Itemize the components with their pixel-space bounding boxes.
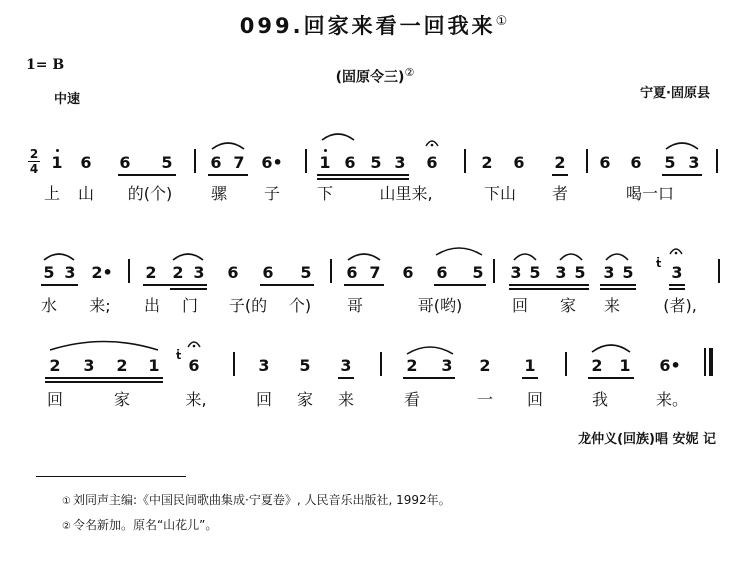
subtitle-footnote-mark: ②: [404, 66, 415, 79]
lyric: 者: [551, 184, 569, 203]
note: 2: [554, 153, 566, 172]
note: 2: [145, 263, 157, 282]
note: 1: [319, 153, 331, 172]
note: 3: [510, 263, 522, 282]
barline: [305, 149, 307, 173]
note: 3: [394, 153, 406, 172]
sixteenth-beam: [509, 288, 589, 290]
fermata: [668, 246, 684, 256]
lyric: 家: [113, 390, 131, 409]
region-label: 宁夏·固原县: [640, 86, 710, 101]
note: 6: [436, 263, 448, 282]
fermata: [186, 339, 202, 349]
performer-credit: 龙仲义(回族)唱 安妮 记: [578, 432, 716, 447]
eighth-beam: [208, 174, 248, 176]
slur: [434, 244, 484, 256]
time-signature-top: 2: [29, 147, 39, 161]
note: 2: [49, 356, 61, 375]
lyric: 回: [255, 390, 273, 409]
slur: [42, 251, 76, 261]
eighth-beam: [434, 284, 486, 286]
barline: [330, 259, 332, 283]
final-barline-thin: [704, 348, 706, 376]
barline: [194, 149, 196, 173]
barline: [716, 149, 718, 173]
note: 5: [300, 263, 312, 282]
lyric: 来;: [89, 296, 111, 315]
note: 3: [688, 153, 700, 172]
lyric: 子: [263, 184, 281, 203]
footnote-1: ① 刘同声主编:《中国民间歌曲集成·宁夏卷》, 人民音乐出版社, 1992年。: [62, 493, 451, 507]
lyric: 水: [40, 296, 58, 315]
slur: [346, 251, 382, 261]
high-octave-dot: [324, 149, 327, 152]
eighth-beam: [143, 284, 207, 286]
lyric: 回: [511, 296, 529, 315]
lyric: 喝一口: [625, 184, 675, 203]
note: 1: [148, 356, 160, 375]
note: 2: [172, 263, 184, 282]
eighth-beam: [260, 284, 314, 286]
note: 3: [340, 356, 352, 375]
note: 6: [344, 153, 356, 172]
eighth-beam: [45, 377, 163, 379]
note: 2: [406, 356, 418, 375]
eighth-beam: [403, 377, 455, 379]
eighth-beam: [662, 174, 702, 176]
slur: [171, 251, 205, 261]
tempo-marking: 中速: [54, 92, 81, 107]
lyric: 下: [316, 184, 334, 203]
footnote-divider: [36, 476, 186, 477]
lyric: 出: [143, 296, 161, 315]
note: 6: [262, 263, 274, 282]
barline: [464, 149, 466, 173]
lyric: 山里来,: [379, 184, 433, 203]
note: 6: [513, 153, 525, 172]
eighth-beam: [338, 377, 354, 379]
note: 2: [481, 153, 493, 172]
subtitle: (固原令三)②: [335, 66, 415, 86]
note: 5: [161, 153, 173, 172]
eighth-beam: [552, 174, 568, 176]
barline: [586, 149, 588, 173]
barline: [128, 259, 130, 283]
lyric: (者),: [663, 296, 697, 315]
note: 2•: [91, 263, 113, 282]
note: 5: [574, 263, 586, 282]
slur: [210, 140, 246, 150]
lyric: 看: [403, 390, 421, 409]
lyric: 来,: [185, 390, 207, 409]
lyric: 回: [46, 390, 64, 409]
note: 6: [80, 153, 92, 172]
note: 6: [346, 263, 358, 282]
note: 5: [529, 263, 541, 282]
eighth-beam: [344, 284, 384, 286]
barline: [565, 352, 567, 376]
note: 6: [227, 263, 239, 282]
note: 3: [603, 263, 615, 282]
note: 6: [599, 153, 611, 172]
sixteenth-beam: [600, 288, 636, 290]
sixteenth-beam: [669, 288, 685, 290]
note: 1: [524, 356, 536, 375]
lyric: 来: [603, 296, 621, 315]
slur: [512, 251, 538, 261]
barline: [380, 352, 382, 376]
lyric: 哥: [346, 296, 364, 315]
note: 3: [64, 263, 76, 282]
sixteenth-beam: [317, 178, 409, 180]
note: 5: [622, 263, 634, 282]
note: 6: [210, 153, 222, 172]
slur: [664, 140, 700, 150]
time-signature: [28, 148, 40, 175]
lyric: 家: [559, 296, 577, 315]
note: 5: [299, 356, 311, 375]
note: 6: [630, 153, 642, 172]
eighth-beam: [509, 284, 589, 286]
note: 6: [402, 263, 414, 282]
grace-note-mark: ṫ: [176, 349, 182, 362]
eighth-beam: [522, 377, 538, 379]
slur: [590, 341, 632, 353]
slur: [604, 251, 630, 261]
eighth-beam: [41, 284, 78, 286]
slur: [320, 131, 356, 141]
note: 6: [426, 153, 438, 172]
note: 6: [119, 153, 131, 172]
barline: [493, 259, 495, 283]
final-barline-thick: [709, 348, 713, 376]
lyric: 回: [526, 390, 544, 409]
eighth-beam: [600, 284, 636, 286]
eighth-beam: [118, 174, 176, 176]
slur: [405, 343, 455, 355]
lyric: 门: [181, 296, 199, 315]
lyric: 下山: [483, 184, 517, 203]
note: 2: [591, 356, 603, 375]
lyric: 山: [77, 184, 95, 203]
note: 1: [619, 356, 631, 375]
note: 3: [441, 356, 453, 375]
note: 3: [193, 263, 205, 282]
high-octave-dot: [56, 149, 59, 152]
note: 5: [43, 263, 55, 282]
lyric: 来。: [655, 390, 689, 409]
lyric: 的(个): [127, 184, 173, 203]
song-title: 099.回家来看一回我来①: [239, 14, 511, 38]
lyric: 子(的: [228, 296, 268, 315]
note: 7: [369, 263, 381, 282]
note: 3: [555, 263, 567, 282]
lyric: 个): [288, 296, 312, 315]
fermata: [424, 138, 440, 148]
lyric: 我: [591, 390, 609, 409]
sixteenth-beam: [45, 381, 163, 383]
time-signature-bottom: 4: [29, 162, 39, 176]
barline: [233, 352, 235, 376]
note: 2: [116, 356, 128, 375]
note: 5: [370, 153, 382, 172]
note: 7: [233, 153, 245, 172]
eighth-beam: [317, 174, 409, 176]
note: 3: [671, 263, 683, 282]
note: 5: [664, 153, 676, 172]
note: 6•: [659, 356, 681, 375]
slur: [48, 337, 160, 351]
lyric: 骡: [210, 184, 228, 203]
note: 5: [472, 263, 484, 282]
title-footnote-mark: ①: [495, 14, 511, 29]
lyric: 上: [43, 184, 61, 203]
lyric: 来: [337, 390, 355, 409]
note: 6: [188, 356, 200, 375]
lyric: 家: [296, 390, 314, 409]
sixteenth-beam: [170, 288, 207, 290]
note: 2: [479, 356, 491, 375]
eighth-beam: [669, 284, 685, 286]
key-signature: 1= B: [26, 57, 65, 73]
slur: [558, 251, 584, 261]
note: 3: [83, 356, 95, 375]
lyric: 哥(哟): [417, 296, 463, 315]
note: 1: [51, 153, 63, 172]
lyric: 一: [476, 390, 494, 409]
footnote-2: ② 令名新加。原名“山花儿”。: [62, 518, 218, 532]
note: 3: [258, 356, 270, 375]
barline: [718, 259, 720, 283]
eighth-beam: [588, 377, 634, 379]
note: 6•: [261, 153, 283, 172]
grace-note-mark: ṫ: [656, 257, 662, 270]
